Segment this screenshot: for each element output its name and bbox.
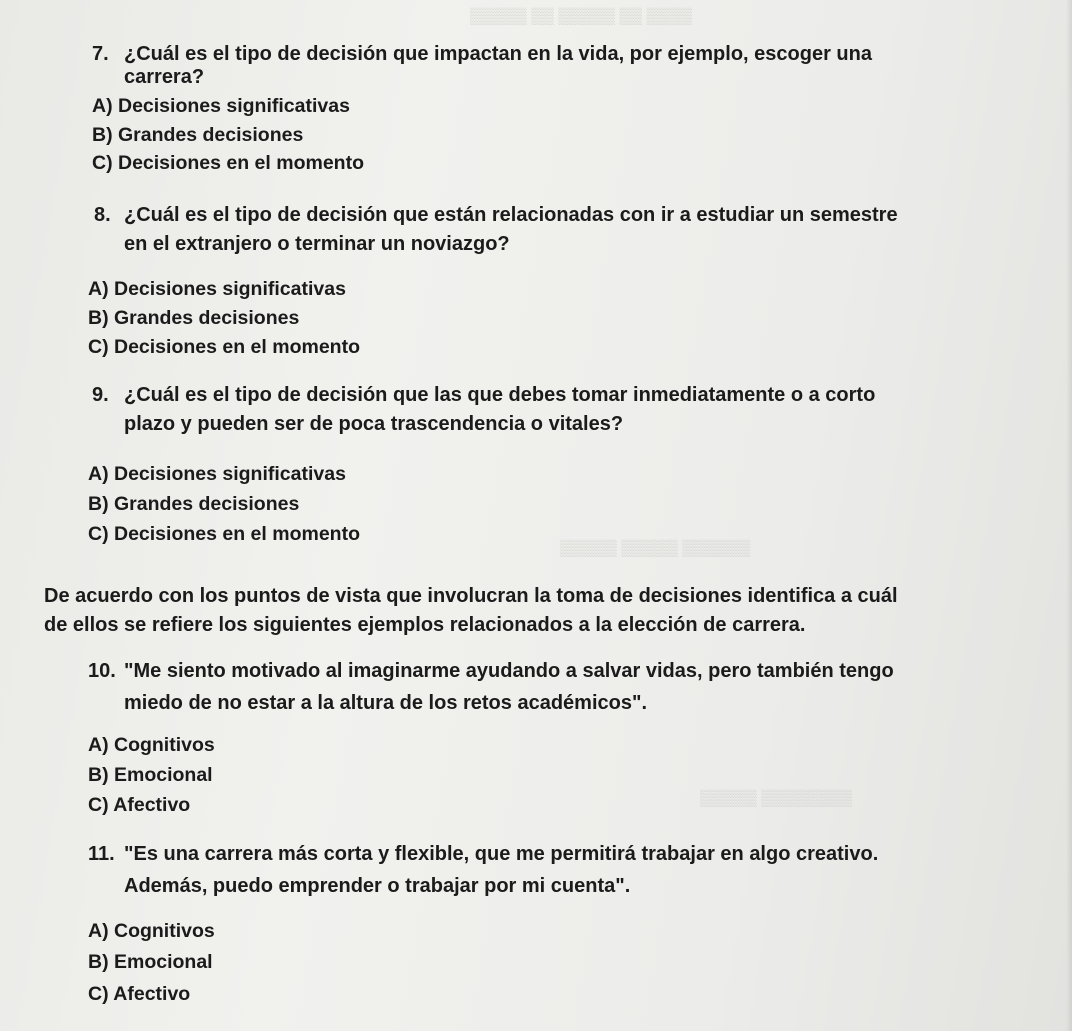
question-8-number: 8. (94, 204, 111, 226)
bleed-through-text: ▒▒▒▒ ▒▒ ▒▒▒▒▒ ▒▒ ▒▒▒▒▒ (470, 8, 692, 25)
question-10-option-c: C) Afectivo (88, 794, 191, 816)
page-edge-shadow (1066, 0, 1072, 1031)
question-9-option-a: A) Decisiones significativas (88, 463, 346, 485)
question-8-option-c: C) Decisiones en el momento (88, 336, 360, 358)
question-7-number: 7. (92, 43, 109, 65)
question-11-number: 11. (88, 843, 115, 865)
question-8-text-line-2: en el extranjero o terminar un noviazgo? (124, 233, 510, 255)
question-9-number: 9. (92, 384, 109, 406)
question-10-number: 10. (88, 660, 116, 682)
question-11-option-a: A) Cognitivos (88, 920, 215, 942)
question-7-option-c: C) Decisiones en el momento (92, 152, 364, 174)
bleed-through-text: ▒▒▒▒▒▒▒▒ ▒▒▒▒▒ (700, 790, 852, 807)
question-8-text-line-1: ¿Cuál es el tipo de decisión que están relacionadas con ir a estudiar un semestre (124, 204, 898, 226)
question-11-option-c: C) Afectivo (88, 983, 191, 1005)
question-10-text-line-1: "Me siento motivado al imaginarme ayudando a salvar vidas, pero también tengo (124, 660, 894, 682)
question-11-option-b: B) Emocional (88, 951, 213, 973)
question-11-text-line-1: "Es una carrera más corta y flexible, que me permitirá trabajar en algo creativo. (124, 843, 879, 865)
question-7-text-line-1: ¿Cuál es el tipo de decisión que impactan en la vida, por ejemplo, escoger una (124, 43, 872, 65)
question-9-option-c: C) Decisiones en el momento (88, 523, 360, 545)
section-intro-line-2: de ellos se refiere los siguientes ejemplos relacionados a la elección de carrera. (44, 614, 806, 636)
question-7-option-a: A) Decisiones significativas (92, 95, 350, 117)
section-intro-line-1: De acuerdo con los puntos de vista que involucran la toma de decisiones identifica a cuál (44, 585, 898, 607)
bleed-through-text: ▒▒▒▒▒▒ ▒▒▒▒▒ ▒▒▒▒▒ (560, 540, 751, 557)
question-8-option-b: B) Grandes decisiones (88, 307, 300, 329)
question-9-text-line-1: ¿Cuál es el tipo de decisión que las que debes tomar inmediatamente o a corto (124, 384, 876, 406)
question-10-text-line-2: miedo de no estar a la altura de los retos académicos". (124, 692, 648, 714)
question-10-option-a: A) Cognitivos (88, 734, 215, 756)
question-8-option-a: A) Decisiones significativas (88, 278, 346, 300)
question-11-text-line-2: Además, puedo emprender o trabajar por mi cuenta". (124, 875, 631, 897)
question-7-option-b: B) Grandes decisiones (92, 124, 304, 146)
question-7-text-line-2: carrera? (124, 66, 205, 88)
question-9-option-b: B) Grandes decisiones (88, 493, 300, 515)
question-9-text-line-2: plazo y pueden ser de poca trascendencia o vitales? (124, 413, 624, 435)
question-10-option-b: B) Emocional (88, 764, 213, 786)
